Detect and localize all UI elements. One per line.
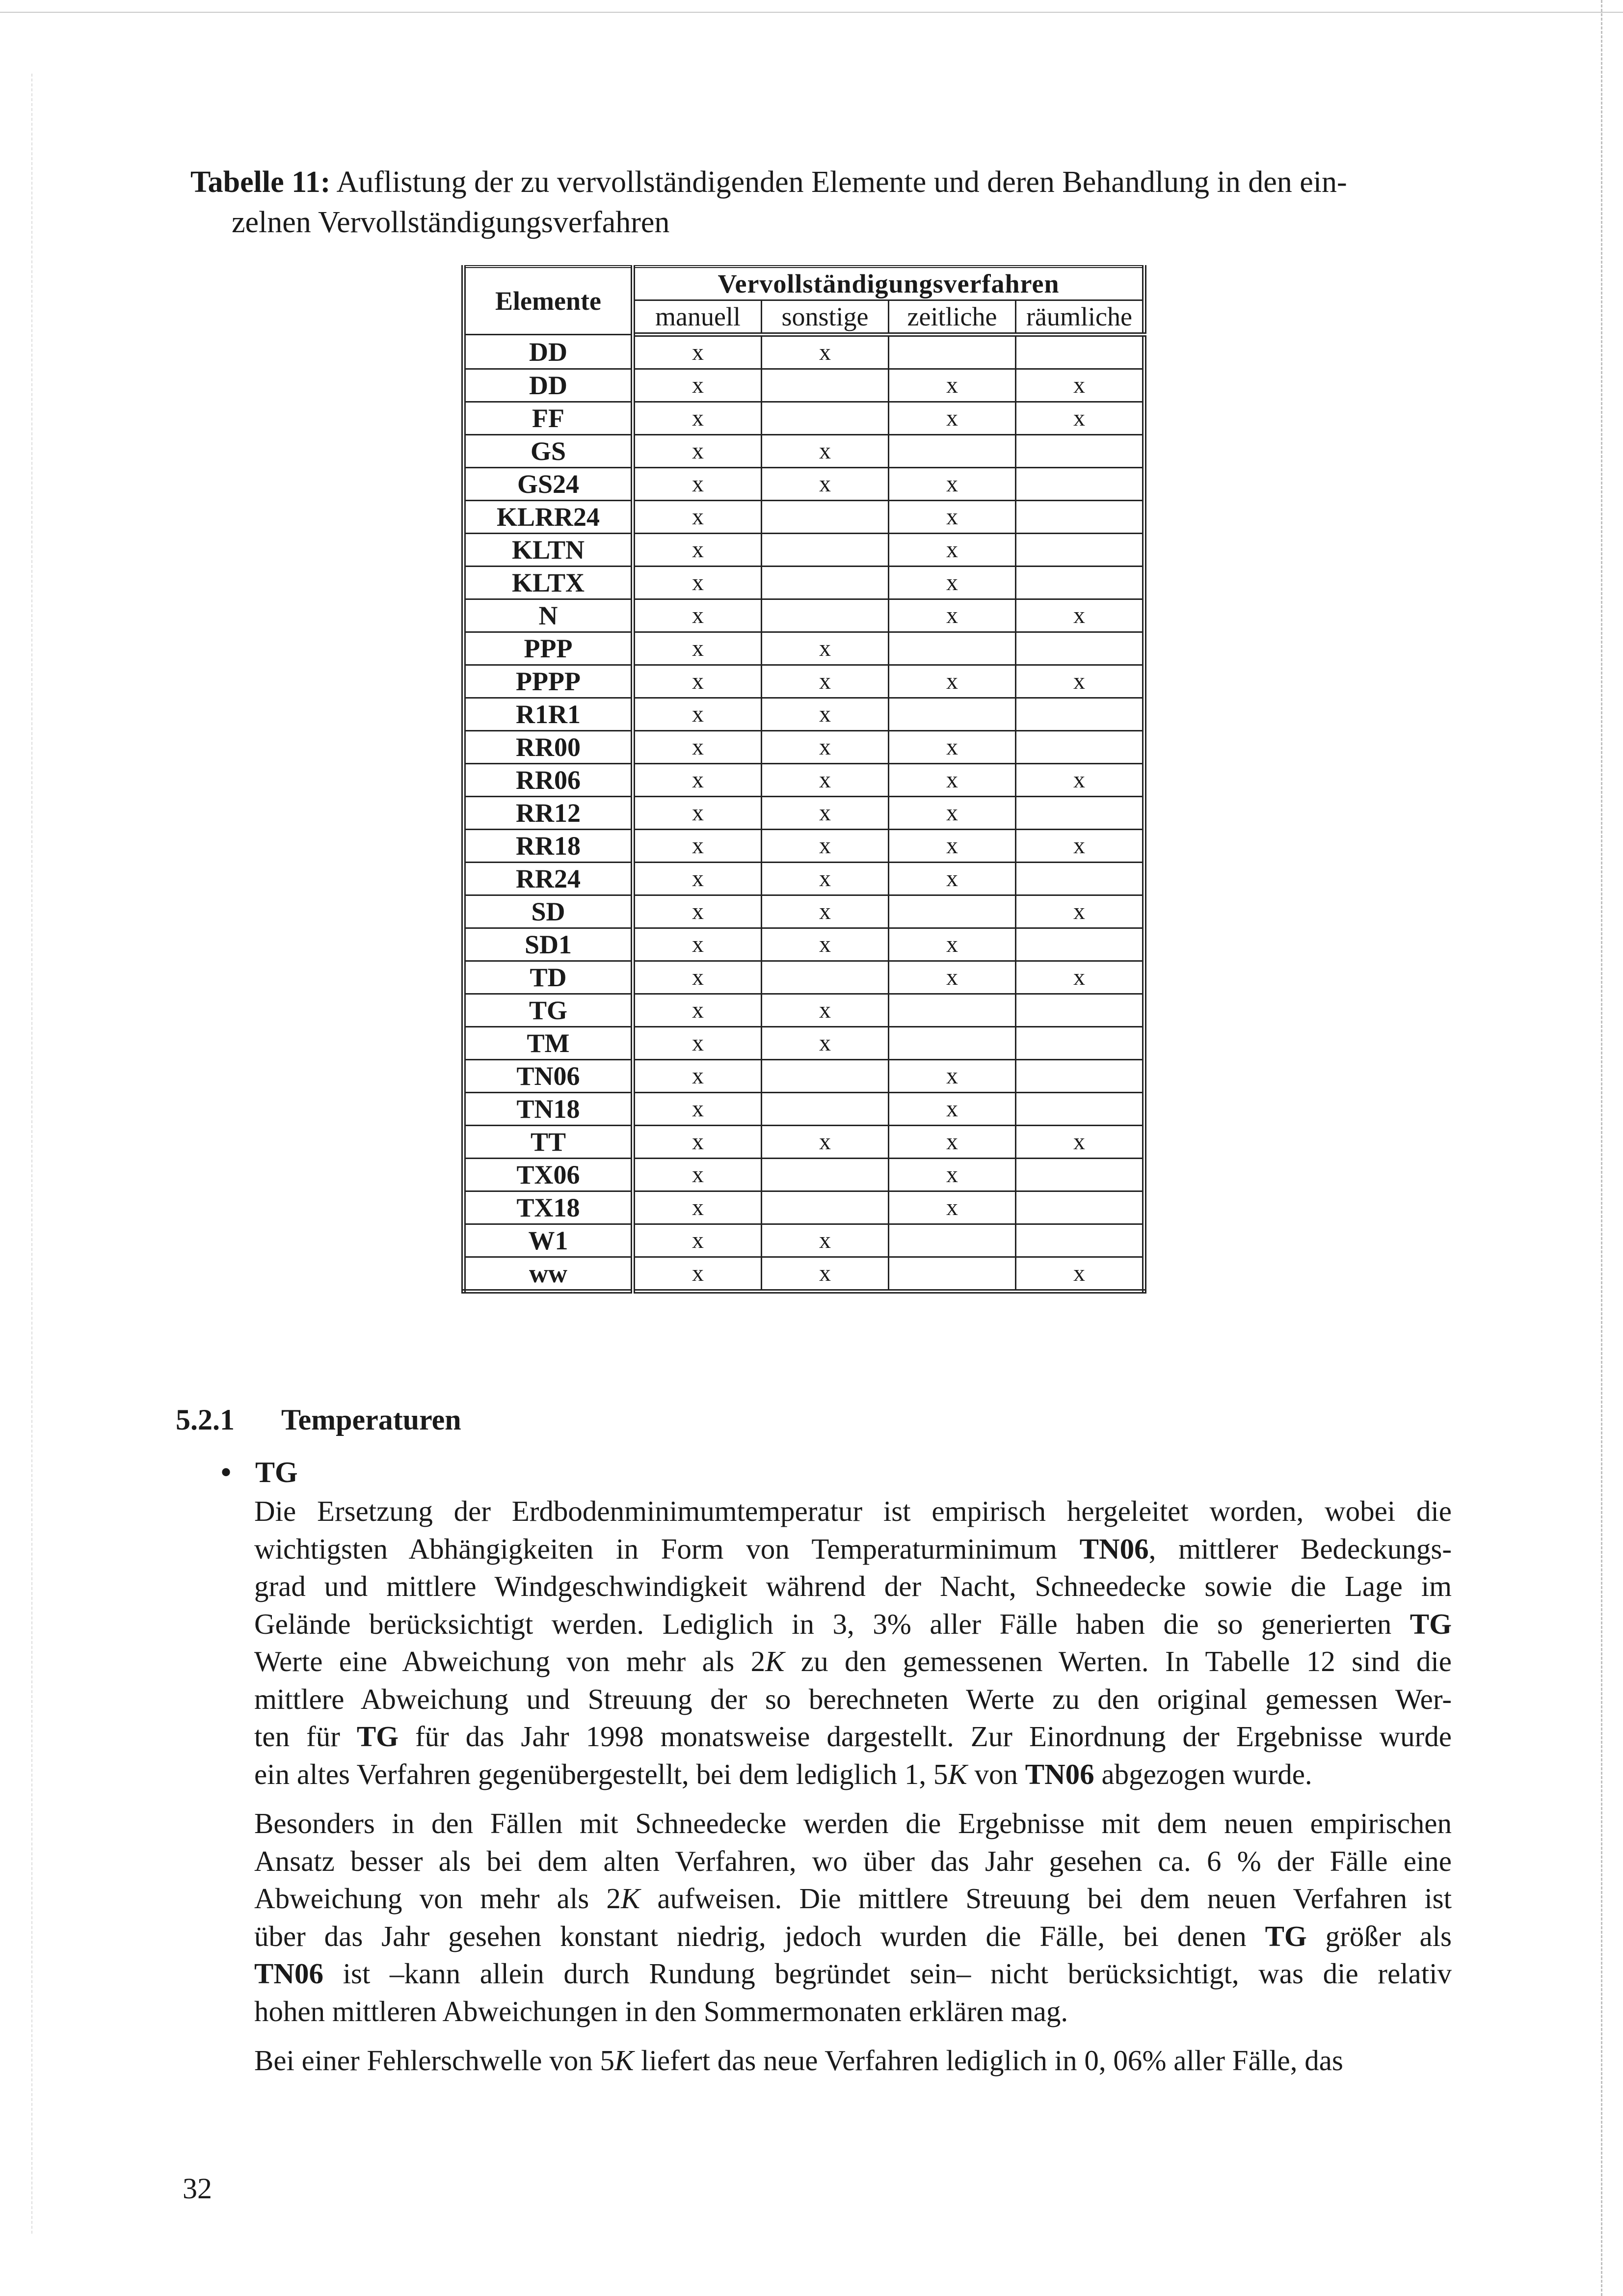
table-row <box>464 698 1144 731</box>
body-text <box>254 1492 1452 2091</box>
row-mark-manuell: x <box>633 1027 762 1060</box>
row-mark-manuell: x <box>633 994 762 1027</box>
text-run: TN06 <box>254 1957 323 1990</box>
row-element-name: KLTX <box>464 567 633 599</box>
row-mark-raeumliche <box>1016 567 1144 599</box>
table-row <box>464 335 1144 369</box>
row-mark-zeitliche <box>889 435 1016 468</box>
text-run: TN06 <box>1025 1757 1094 1790</box>
text-run: TG <box>1265 1919 1307 1952</box>
row-mark-zeitliche: x <box>889 1159 1016 1191</box>
text-run: von <box>967 1757 1025 1790</box>
row-mark-zeitliche: x <box>889 567 1016 599</box>
table-row <box>464 863 1144 895</box>
row-mark-sonstige: x <box>762 994 889 1027</box>
text-line <box>254 1605 1452 1643</box>
row-mark-sonstige: x <box>762 335 889 369</box>
row-mark-manuell: x <box>633 961 762 994</box>
text-line <box>254 1680 1452 1718</box>
row-mark-sonstige: x <box>762 863 889 895</box>
text-run: zu den gemessenen Werten. In Tabelle 12 sind die <box>784 1645 1452 1677</box>
table-row <box>464 369 1144 402</box>
row-element-name: DD <box>464 369 633 402</box>
section-heading <box>176 1403 461 1437</box>
row-element-name: PPPP <box>464 665 633 698</box>
row-mark-manuell: x <box>633 764 762 797</box>
table-row <box>464 435 1144 468</box>
row-mark-raeumliche <box>1016 468 1144 501</box>
row-mark-sonstige: x <box>762 895 889 928</box>
table-row <box>464 1191 1144 1224</box>
scan-artifact-right <box>1601 0 1602 2296</box>
row-mark-manuell: x <box>633 435 762 468</box>
row-mark-manuell: x <box>633 731 762 764</box>
text-run: mittlere Abweichung und Streuung der so berechneten Werte zu den original gemessen Wer- <box>254 1682 1452 1715</box>
row-mark-sonstige: x <box>762 731 889 764</box>
row-mark-manuell: x <box>633 928 762 961</box>
row-mark-raeumliche: x <box>1016 1126 1144 1159</box>
row-element-name: TN18 <box>464 1093 633 1126</box>
row-mark-sonstige: x <box>762 435 889 468</box>
row-mark-manuell: x <box>633 534 762 567</box>
row-mark-manuell: x <box>633 567 762 599</box>
row-mark-sonstige <box>762 1060 889 1093</box>
row-element-name: TN06 <box>464 1060 633 1093</box>
row-element-name: FF <box>464 402 633 435</box>
row-mark-zeitliche: x <box>889 599 1016 632</box>
row-mark-sonstige: x <box>762 764 889 797</box>
row-mark-zeitliche: x <box>889 863 1016 895</box>
bullet-symbol: • <box>221 1456 232 1488</box>
row-element-name: TX06 <box>464 1159 633 1191</box>
row-mark-manuell: x <box>633 1093 762 1126</box>
row-mark-raeumliche: x <box>1016 1257 1144 1292</box>
scan-artifact-left <box>31 74 32 2234</box>
text-run: abgezogen wurde. <box>1094 1757 1312 1790</box>
paragraph-3 <box>254 2042 1452 2080</box>
row-mark-zeitliche <box>889 698 1016 731</box>
table-row <box>464 961 1144 994</box>
caption-label: Tabelle 11: <box>190 165 331 199</box>
table-row <box>464 895 1144 928</box>
row-mark-raeumliche: x <box>1016 895 1144 928</box>
table-row <box>464 567 1144 599</box>
row-mark-manuell: x <box>633 1257 762 1292</box>
table-row <box>464 665 1144 698</box>
row-element-name: RR06 <box>464 764 633 797</box>
table-row <box>464 994 1144 1027</box>
text-run: liefert das neue Verfahren lediglich in 0, 06% aller Fälle, das <box>634 2044 1343 2077</box>
text-run: größer als <box>1306 1919 1452 1952</box>
row-element-name: R1R1 <box>464 698 633 731</box>
table-row <box>464 1257 1144 1292</box>
row-mark-zeitliche: x <box>889 928 1016 961</box>
row-element-name: ww <box>464 1257 633 1292</box>
text-line <box>254 1530 1452 1568</box>
row-mark-zeitliche: x <box>889 501 1016 534</box>
text-line <box>254 1492 1452 1530</box>
row-mark-zeitliche: x <box>889 731 1016 764</box>
row-mark-sonstige: x <box>762 632 889 665</box>
row-mark-raeumliche: x <box>1016 764 1144 797</box>
row-mark-raeumliche: x <box>1016 402 1144 435</box>
row-mark-sonstige <box>762 402 889 435</box>
row-element-name: DD <box>464 335 633 369</box>
row-mark-manuell: x <box>633 1224 762 1257</box>
row-element-name: TX18 <box>464 1191 633 1224</box>
header-col-manuell: manuell <box>633 300 762 335</box>
row-mark-manuell: x <box>633 369 762 402</box>
text-run: aufweisen. Die mittlere Streuung bei dem neuen Verfahren ist <box>640 1882 1452 1915</box>
row-mark-sonstige: x <box>762 1126 889 1159</box>
row-mark-raeumliche <box>1016 632 1144 665</box>
table-row <box>464 1159 1144 1191</box>
table-row <box>464 1224 1144 1257</box>
row-mark-sonstige: x <box>762 665 889 698</box>
row-mark-sonstige <box>762 1191 889 1224</box>
row-mark-zeitliche <box>889 1224 1016 1257</box>
text-line <box>254 1955 1452 1993</box>
text-run: grad und mittlere Windgeschwindigkeit während der Nacht, Schneedecke sowie die Lage im <box>254 1570 1452 1602</box>
text-line <box>254 1842 1452 1880</box>
table-row <box>464 830 1144 863</box>
row-mark-sonstige <box>762 567 889 599</box>
elements-table <box>461 265 1146 1294</box>
bullet-heading <box>221 1456 298 1489</box>
table-row <box>464 1060 1144 1093</box>
row-mark-sonstige <box>762 599 889 632</box>
header-col-zeitliche: zeitliche <box>889 300 1016 335</box>
table-row <box>464 731 1144 764</box>
row-mark-raeumliche <box>1016 863 1144 895</box>
row-element-name: KLRR24 <box>464 501 633 534</box>
row-mark-raeumliche <box>1016 731 1144 764</box>
bullet-label: TG <box>255 1456 298 1488</box>
row-mark-manuell: x <box>633 698 762 731</box>
text-run: Gelände berücksichtigt werden. Lediglich in 3, 3% aller Fälle haben die so generierten <box>254 1607 1410 1640</box>
row-mark-raeumliche <box>1016 1159 1144 1191</box>
row-mark-raeumliche <box>1016 534 1144 567</box>
text-run: Bei einer Fehlerschwelle von 5 <box>254 2044 614 2077</box>
row-mark-zeitliche <box>889 895 1016 928</box>
text-run: über das Jahr gesehen konstant niedrig, jedoch wurden die Fälle, bei denen <box>254 1919 1265 1952</box>
row-mark-zeitliche: x <box>889 1126 1016 1159</box>
table-row <box>464 797 1144 830</box>
table-row <box>464 501 1144 534</box>
row-mark-zeitliche: x <box>889 961 1016 994</box>
text-line <box>254 1993 1452 2030</box>
text-run: Die Ersetzung der Erdbodenminimumtemperatur ist empirisch hergeleitet worden, wobei die <box>254 1495 1452 1527</box>
row-mark-manuell: x <box>633 468 762 501</box>
row-mark-raeumliche <box>1016 1027 1144 1060</box>
row-element-name: GS24 <box>464 468 633 501</box>
text-run: ein altes Verfahren gegenübergestellt, bei dem lediglich 1, 5 <box>254 1757 948 1790</box>
row-mark-zeitliche <box>889 1257 1016 1292</box>
text-run: wichtigsten Abhängigkeiten in Form von Temperaturminimum <box>254 1532 1080 1565</box>
row-mark-zeitliche <box>889 335 1016 369</box>
scan-artifact-top <box>0 12 1623 13</box>
row-mark-sonstige <box>762 1159 889 1191</box>
text-run: Werte eine Abweichung von mehr als 2 <box>254 1645 766 1677</box>
row-element-name: TG <box>464 994 633 1027</box>
row-mark-raeumliche: x <box>1016 599 1144 632</box>
row-element-name: TM <box>464 1027 633 1060</box>
row-mark-zeitliche <box>889 632 1016 665</box>
row-mark-sonstige <box>762 501 889 534</box>
text-run: ist –kann allein durch Rundung begründet sein– nicht berücksichtigt, was die relativ <box>323 1957 1452 1990</box>
row-mark-sonstige: x <box>762 1027 889 1060</box>
row-mark-raeumliche <box>1016 797 1144 830</box>
text-run: TG <box>1410 1607 1452 1640</box>
text-run: K <box>948 1757 967 1790</box>
table-row <box>464 1126 1144 1159</box>
row-mark-manuell: x <box>633 402 762 435</box>
row-mark-raeumliche <box>1016 1093 1144 1126</box>
text-run: , mittlerer Bedeckungs- <box>1148 1532 1452 1565</box>
section-title: Temperaturen <box>281 1404 461 1436</box>
table-row <box>464 1027 1144 1060</box>
row-mark-zeitliche: x <box>889 1191 1016 1224</box>
row-mark-manuell: x <box>633 632 762 665</box>
row-mark-sonstige: x <box>762 797 889 830</box>
caption-text-line2: zelnen Vervollständigungsverfahren <box>232 206 670 239</box>
table-caption <box>190 162 1457 243</box>
text-line <box>254 1643 1452 1680</box>
row-mark-manuell: x <box>633 335 762 369</box>
row-mark-sonstige: x <box>762 1224 889 1257</box>
row-mark-sonstige <box>762 369 889 402</box>
row-mark-manuell: x <box>633 1191 762 1224</box>
text-run: Abweichung von mehr als 2 <box>254 1882 621 1915</box>
text-run: hohen mittleren Abweichungen in den Sommermonaten erklären mag. <box>254 1995 1068 2027</box>
row-mark-sonstige <box>762 961 889 994</box>
row-mark-raeumliche <box>1016 1191 1144 1224</box>
row-mark-raeumliche <box>1016 435 1144 468</box>
text-line <box>254 1567 1452 1605</box>
row-mark-manuell: x <box>633 797 762 830</box>
row-mark-raeumliche <box>1016 1224 1144 1257</box>
text-run: für das Jahr 1998 monatsweise dargestellt. Zur Einordnung der Ergebnisse wurde <box>399 1720 1452 1753</box>
table-body <box>464 335 1144 1292</box>
row-element-name: RR24 <box>464 863 633 895</box>
header-col-sonstige: sonstige <box>762 300 889 335</box>
row-mark-raeumliche <box>1016 698 1144 731</box>
page-number: 32 <box>183 2172 212 2205</box>
table-row <box>464 468 1144 501</box>
header-group: Vervollständigungsverfahren <box>633 267 1144 300</box>
text-run: ten für <box>254 1720 357 1753</box>
row-mark-sonstige: x <box>762 468 889 501</box>
row-mark-zeitliche: x <box>889 665 1016 698</box>
text-line <box>254 1880 1452 1918</box>
text-run: TG <box>356 1720 399 1753</box>
row-mark-raeumliche <box>1016 335 1144 369</box>
row-element-name: SD1 <box>464 928 633 961</box>
row-mark-zeitliche <box>889 1027 1016 1060</box>
row-element-name: W1 <box>464 1224 633 1257</box>
row-element-name: RR12 <box>464 797 633 830</box>
row-mark-sonstige: x <box>762 1257 889 1292</box>
row-element-name: TD <box>464 961 633 994</box>
paragraph-2 <box>254 1805 1452 2030</box>
table-row <box>464 1093 1144 1126</box>
row-mark-zeitliche: x <box>889 797 1016 830</box>
row-mark-zeitliche: x <box>889 1060 1016 1093</box>
row-mark-zeitliche: x <box>889 1093 1016 1126</box>
text-line <box>254 2042 1452 2080</box>
row-mark-raeumliche: x <box>1016 369 1144 402</box>
row-mark-raeumliche <box>1016 928 1144 961</box>
row-mark-raeumliche: x <box>1016 665 1144 698</box>
header-elements: Elemente <box>464 267 633 335</box>
row-mark-manuell: x <box>633 1060 762 1093</box>
row-mark-sonstige: x <box>762 830 889 863</box>
section-number: 5.2.1 <box>176 1404 235 1436</box>
table-row <box>464 764 1144 797</box>
row-element-name: SD <box>464 895 633 928</box>
row-mark-manuell: x <box>633 1159 762 1191</box>
row-mark-raeumliche <box>1016 994 1144 1027</box>
table-row <box>464 402 1144 435</box>
text-run: K <box>614 2044 634 2077</box>
row-mark-manuell: x <box>633 830 762 863</box>
caption-text-line1: Auflistung der zu vervollständigenden Elemente und deren Behandlung in den ein- <box>336 165 1347 199</box>
text-line <box>254 1805 1452 1842</box>
row-mark-zeitliche: x <box>889 830 1016 863</box>
text-line <box>254 1918 1452 1955</box>
row-element-name: PPP <box>464 632 633 665</box>
row-mark-raeumliche: x <box>1016 830 1144 863</box>
text-run: K <box>765 1645 785 1677</box>
row-mark-zeitliche: x <box>889 369 1016 402</box>
row-mark-sonstige <box>762 1093 889 1126</box>
table-row <box>464 928 1144 961</box>
row-mark-zeitliche: x <box>889 534 1016 567</box>
text-run: Besonders in den Fällen mit Schneedecke werden die Ergebnisse mit dem neuen empirischen <box>254 1807 1452 1839</box>
row-mark-zeitliche: x <box>889 468 1016 501</box>
text-run: TN06 <box>1079 1532 1149 1565</box>
row-mark-manuell: x <box>633 501 762 534</box>
row-mark-zeitliche: x <box>889 764 1016 797</box>
row-mark-sonstige <box>762 534 889 567</box>
row-element-name: RR18 <box>464 830 633 863</box>
row-element-name: TT <box>464 1126 633 1159</box>
text-run: K <box>620 1882 640 1915</box>
paragraph-1 <box>254 1492 1452 1793</box>
row-mark-manuell: x <box>633 665 762 698</box>
row-mark-zeitliche: x <box>889 402 1016 435</box>
row-mark-sonstige: x <box>762 928 889 961</box>
table-row <box>464 534 1144 567</box>
table-row <box>464 632 1144 665</box>
row-element-name: KLTN <box>464 534 633 567</box>
row-mark-raeumliche <box>1016 501 1144 534</box>
row-mark-raeumliche <box>1016 1060 1144 1093</box>
text-line <box>254 1756 1452 1793</box>
row-element-name: RR00 <box>464 731 633 764</box>
row-element-name: N <box>464 599 633 632</box>
row-mark-manuell: x <box>633 863 762 895</box>
row-mark-sonstige: x <box>762 698 889 731</box>
text-run: Ansatz besser als bei dem alten Verfahren, wo über das Jahr gesehen ca. 6 % der Fälle eine <box>254 1844 1452 1877</box>
row-mark-zeitliche <box>889 994 1016 1027</box>
row-mark-manuell: x <box>633 599 762 632</box>
header-col-raeumliche: räumliche <box>1016 300 1144 335</box>
text-line <box>254 1718 1452 1756</box>
row-element-name: GS <box>464 435 633 468</box>
row-mark-manuell: x <box>633 895 762 928</box>
row-mark-raeumliche: x <box>1016 961 1144 994</box>
table-row <box>464 599 1144 632</box>
row-mark-manuell: x <box>633 1126 762 1159</box>
